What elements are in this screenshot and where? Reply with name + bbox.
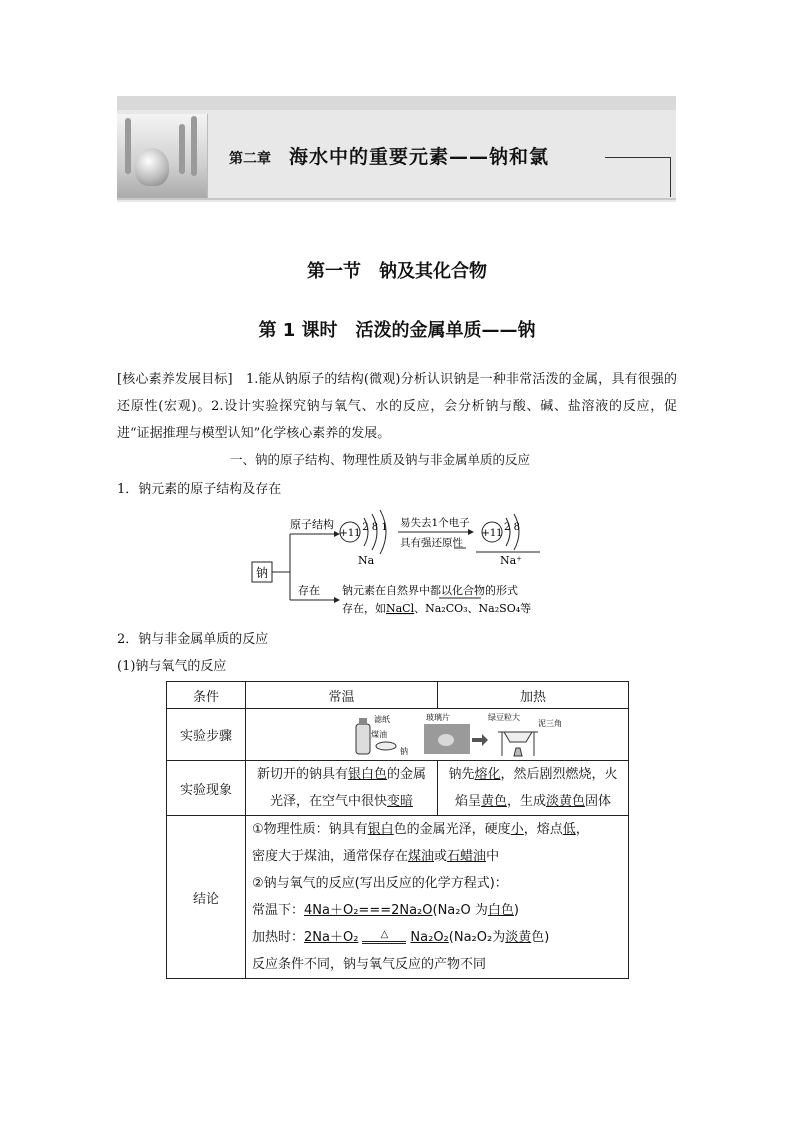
existence-prefix: 存在，如: [342, 602, 386, 615]
banner-rule: [605, 157, 671, 158]
na-ion-shells: 2 8: [504, 522, 520, 533]
conclusion-line-1: [252, 816, 622, 843]
section-title: 第一节 钠及其化合物: [307, 261, 487, 282]
text: ，生成: [506, 794, 546, 809]
equation-heating-right: Na₂O₂: [410, 930, 449, 945]
existence-example-nacl: NaCl: [386, 602, 415, 615]
arrow-bottom-text: 具有强还原性: [400, 537, 463, 549]
table-header-row: [167, 682, 629, 709]
answer-silver: 银白: [367, 822, 394, 837]
lesson-title: 第 1 课时 活泼的金属单质——钠: [258, 320, 536, 341]
answer-small: 小: [510, 822, 524, 837]
equation-heating-left: 2Na＋O₂: [304, 930, 359, 945]
text: 新切开的钠具有: [256, 767, 348, 782]
chapter-label: 第二章: [229, 151, 271, 167]
answer-low: 低: [562, 822, 576, 837]
answer-pale-yellow-color: 淡黄: [505, 930, 532, 945]
existence-examples: 、Na₂CO₃、Na₂SO₄等: [414, 602, 532, 615]
steps-illustration-cell: [246, 709, 629, 761]
phenomena-room-temp: [246, 761, 438, 816]
sodium-piece: [438, 734, 454, 746]
test-tube-shape: [191, 116, 197, 176]
core-literacy-goals: [117, 366, 677, 447]
equation-room-temp: 4Na＋O₂===2Na₂O: [304, 903, 433, 918]
text: 的金属光泽，在空气中很快: [269, 767, 427, 809]
sodium-oxygen-table: [166, 681, 629, 979]
conclusion-line-4: [252, 897, 622, 924]
subheading-oxygen-reaction: (1)钠与氧气的反应: [117, 659, 227, 674]
arrow-head: [334, 597, 340, 603]
answer-pale-yellow: 淡黄色: [546, 794, 586, 809]
arrow-head: [468, 529, 474, 535]
step-bean-label: 绿豆粒大: [488, 712, 520, 722]
text: (Na₂O₂为: [448, 930, 506, 945]
subheading-nonmetal-reaction: 2．钠与非金属单质的反应: [117, 632, 269, 647]
banner-bottom-line: [117, 198, 676, 200]
answer-melt: 熔化: [474, 767, 501, 782]
step-arrow: [472, 734, 488, 746]
answer-white: 白色: [487, 903, 514, 918]
test-tube-shape: [179, 124, 185, 174]
na-ion-name: Na⁺: [500, 554, 522, 567]
text: 常温下：: [252, 903, 305, 918]
step-filter-label: 滤纸: [374, 714, 390, 724]
alcohol-lamp: [514, 748, 522, 756]
na-ion-nucleus-charge: +11: [481, 528, 503, 539]
experiment-steps-illustration: [246, 710, 627, 760]
text: 钠先: [448, 767, 475, 782]
filter-paper: [376, 742, 396, 750]
text: ，熔点: [523, 822, 563, 837]
lab-glassware-image: [117, 114, 208, 200]
step-sodium-label: 钠: [400, 746, 408, 756]
conclusion-line-2: [252, 843, 622, 870]
header-room-temp: 常温: [246, 682, 438, 709]
conclusion-line-3: ②钠与氧气的反应(写出反应的化学方程式)：: [252, 876, 508, 891]
heading-sodium-structure: 一、钠的原子结构、物理性质及钠与非金属单质的反应: [230, 452, 531, 467]
table-row-steps: [167, 709, 629, 761]
text: 固体: [585, 794, 612, 809]
answer-paraffin: 石蜡油: [447, 849, 487, 864]
step-kerosene-label: 煤油: [371, 729, 387, 739]
conclusion-line-6: 反应条件不同，钠与氧气反应的产物不同: [252, 957, 487, 972]
conclusion-line-5: [252, 924, 622, 951]
arrow-top-text: 易失去1个电子: [400, 517, 470, 529]
table-row-phenomena: [167, 761, 629, 816]
chapter-title: 海水中的重要元素——钠和氯: [289, 146, 550, 168]
heating-condition-sign: △: [362, 929, 406, 944]
text: ，然后剧烈燃烧，火焰呈: [454, 767, 618, 809]
bottle-cap: [359, 718, 367, 724]
text: (Na₂O 为: [432, 903, 488, 918]
branch-structure-label: 原子结构: [290, 518, 334, 531]
phenomena-label: 实验现象: [167, 761, 246, 816]
conclusion-label: 结论: [167, 816, 246, 979]
goals-text: 1.能从钠原子的结构(微观)分析认识钠是一种非常活泼的金属，具有很强的还原性(宏观)。2.设计实验探究钠与氧气、水的反应，会分析钠与酸、碱、盐溶液的反应，促进“证据推理与模型认知”化学核心素养的发展。: [117, 372, 677, 441]
text: ，: [575, 822, 589, 837]
na-shells: 2 8 1: [362, 522, 388, 533]
subheading-atomic-structure: 1．钠元素的原子结构及存在: [117, 482, 282, 497]
test-tube-shape: [125, 118, 131, 174]
existence-line2: [342, 601, 531, 615]
answer-darken: 变暗: [387, 794, 414, 809]
sodium-structure-diagram: [250, 500, 550, 620]
answer-kerosene: 煤油: [408, 849, 435, 864]
text: 色): [531, 930, 550, 945]
step-triangle-label: 泥三角: [538, 718, 562, 728]
text: 中: [486, 849, 500, 864]
banner-top-strip: [117, 96, 676, 110]
table-row-conclusion: [167, 816, 629, 979]
steps-label: 实验步骤: [167, 709, 246, 761]
text: 密度大于煤油，通常保存在: [252, 849, 409, 864]
text: ①物理性质：钠具有: [252, 822, 368, 837]
existence-line1: 钠元素在自然界中都以化合物的形式: [342, 584, 518, 597]
na-nucleus-charge: +11: [339, 528, 361, 539]
chapter-banner: [117, 96, 676, 202]
kerosene-bottle: [356, 724, 370, 754]
step-glass-label: 玻璃片: [426, 712, 450, 722]
answer-yellow: 黄色: [480, 794, 507, 809]
header-heating: 加热: [438, 682, 629, 709]
root-label: 钠: [255, 566, 269, 580]
flask-shape: [135, 148, 169, 186]
text: 色的金属光泽，硬度: [393, 822, 511, 837]
text: 加热时：: [252, 930, 305, 945]
header-condition: 条件: [167, 682, 246, 709]
goals-tag: [核心素养发展目标]: [117, 372, 233, 387]
crucible: [504, 732, 532, 742]
banner-rule: [670, 157, 671, 197]
answer-silver-white: 银白色: [347, 767, 387, 782]
phenomena-heating: [438, 761, 629, 816]
text: ): [513, 903, 519, 918]
text: 或: [434, 849, 448, 864]
branch-existence-label: 存在: [298, 584, 320, 597]
conclusion-cell: [246, 816, 629, 979]
na-atom-name: Na: [358, 554, 375, 567]
